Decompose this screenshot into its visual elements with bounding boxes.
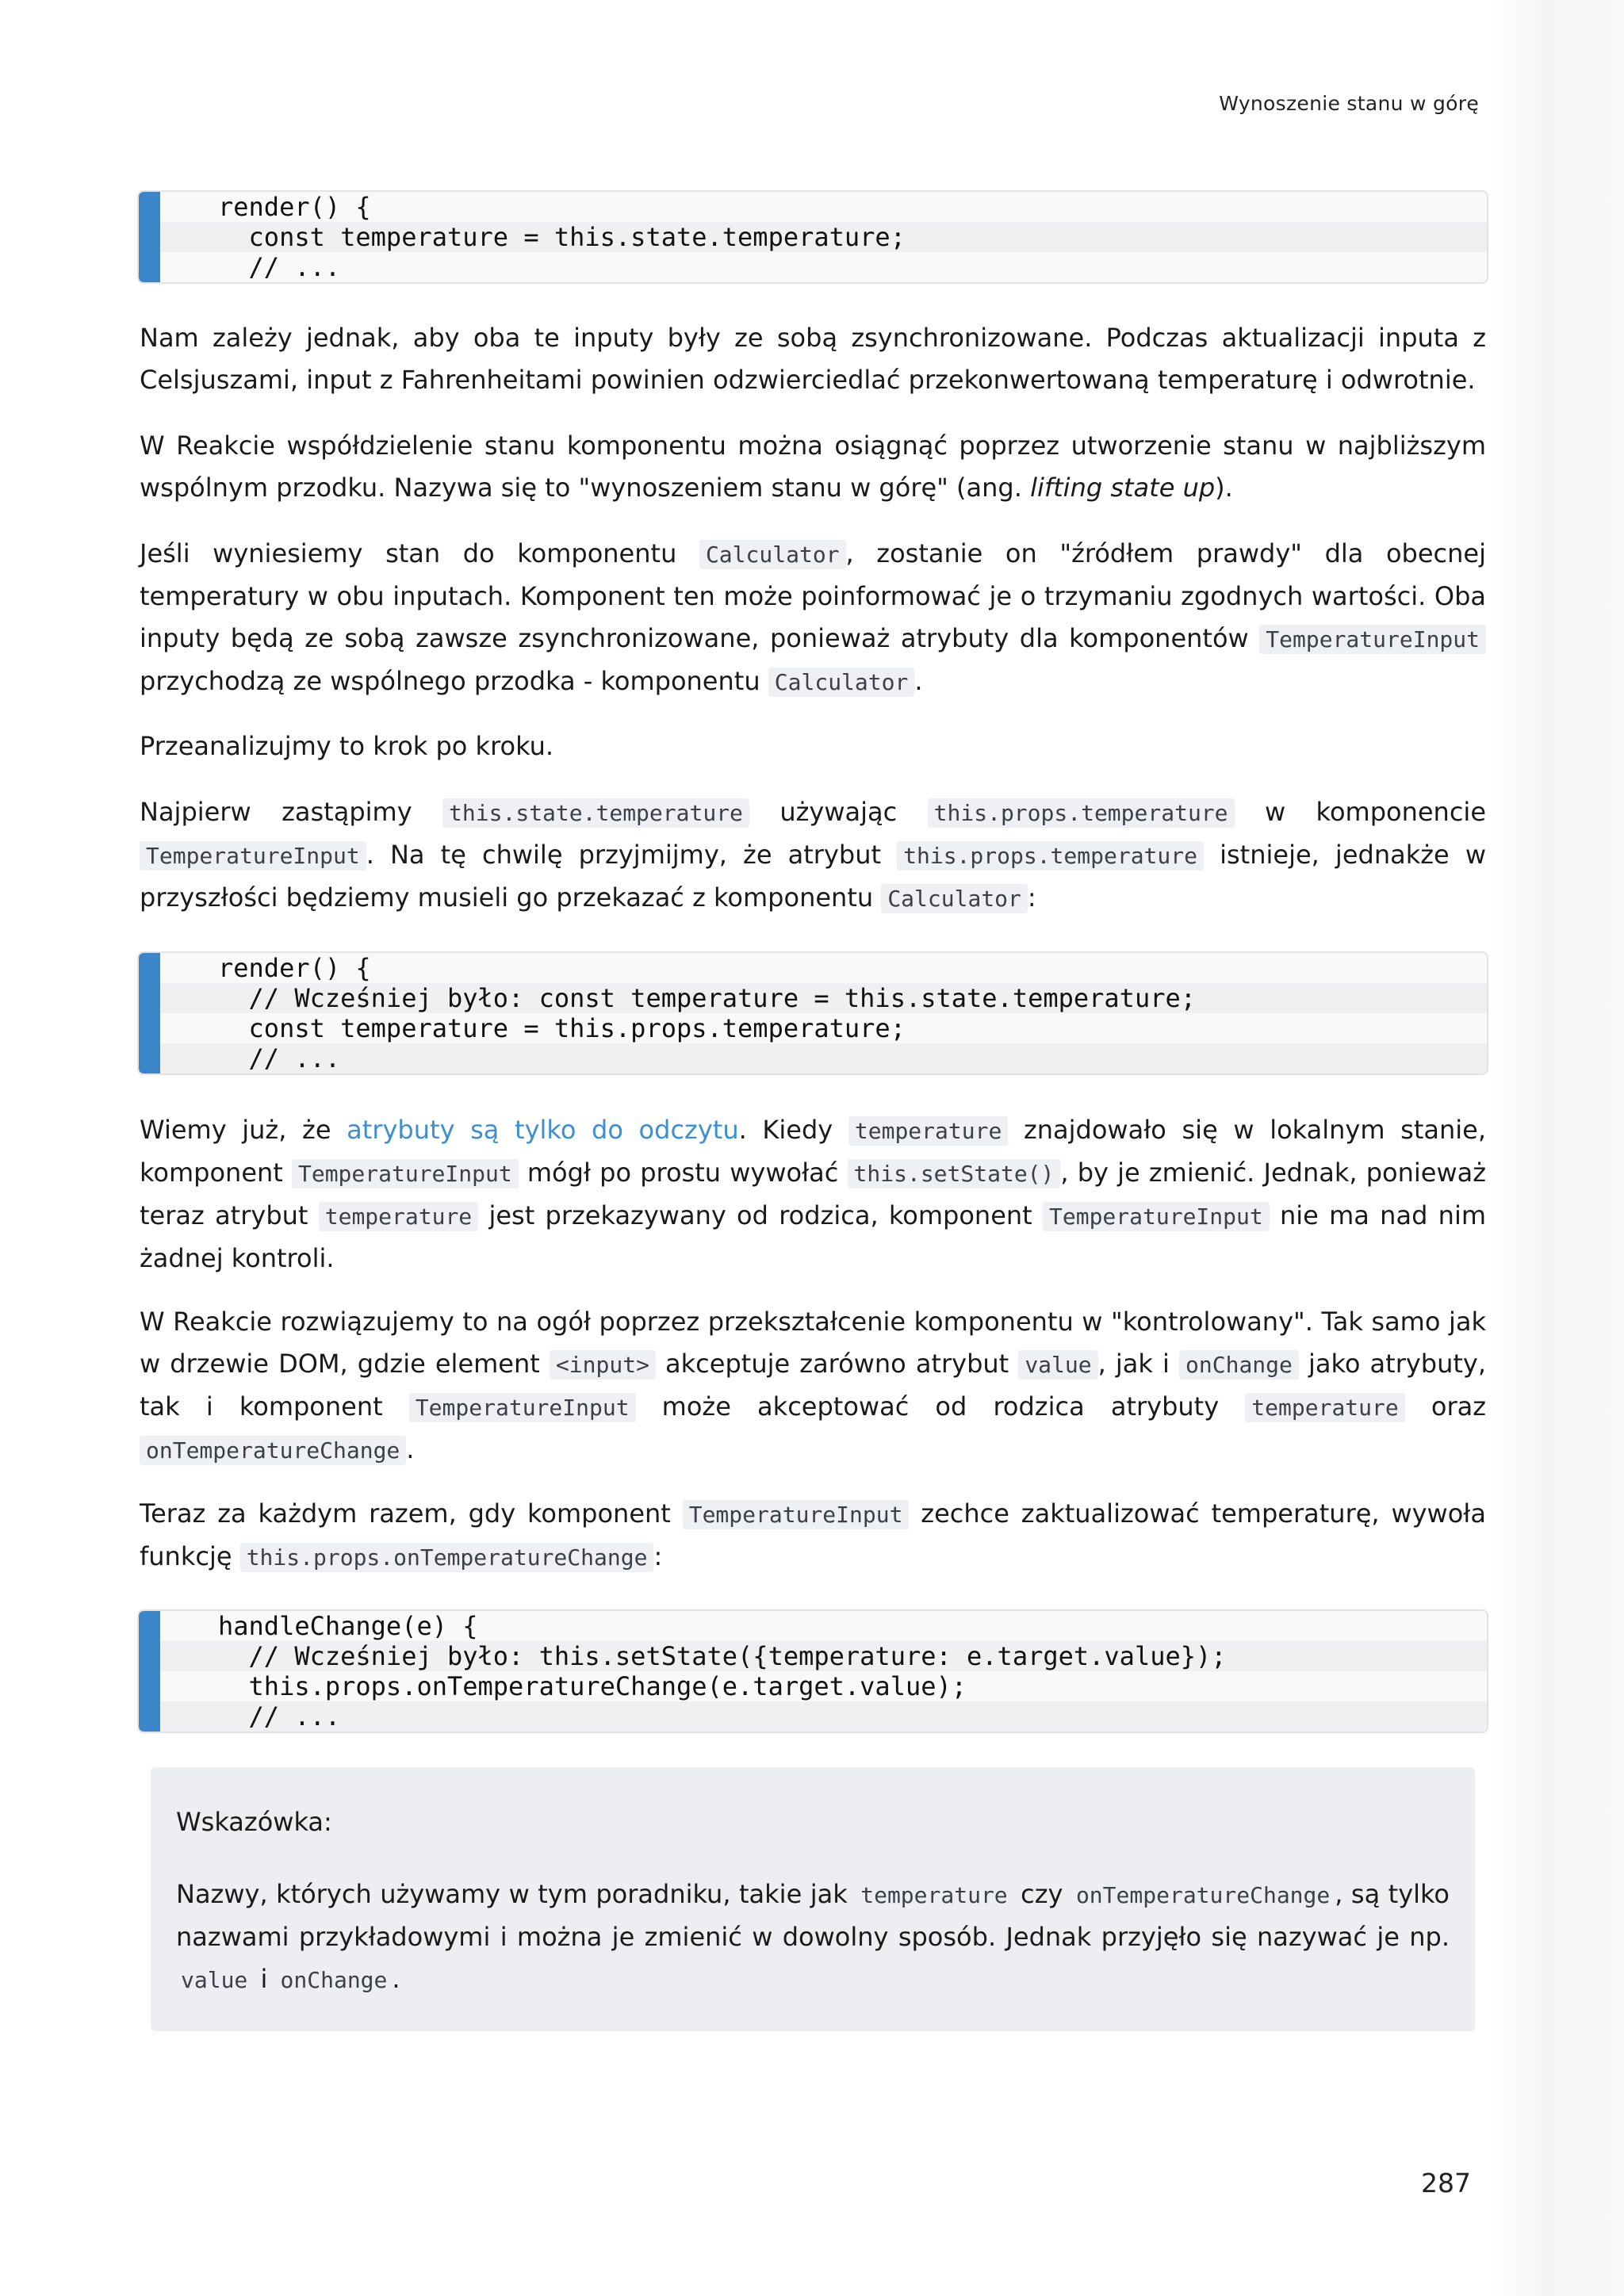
paragraph-text: W Reakcie współdzielenie stanu komponentu można osiągnąć poprzez utworzenie stanu w najbliższym wspólnym przodku. Nazywa się to "wynoszeniem stanu w górę" (ang. [140, 430, 1486, 503]
paragraph-text: przychodzą ze wspólnego przodka - komponentu [140, 666, 768, 696]
inline-code: onChange [280, 1967, 388, 1993]
inline-code: temperature [860, 1882, 1008, 1908]
paragraph-text: . Na tę chwilę przyjmijmy, że atrybut [366, 840, 898, 870]
paragraph-text: jako atrybuty, tak i komponent [140, 1349, 1487, 1422]
inline-code: temperature [1245, 1393, 1404, 1422]
paragraph-text: akceptuje zarówno atrybut [655, 1349, 1019, 1379]
inline-code: TemperatureInput [683, 1500, 910, 1529]
paragraph-text: : [1027, 882, 1036, 913]
inline-code: <input> [550, 1350, 656, 1380]
paragraph [140, 425, 1486, 509]
paragraph-text: Nam zależy jednak, aby oba te inputy były ze sobą zsynchronizowane. Podczas aktualizacji inputa z Celsjuszami, input z Fahrenheitami powinien odzwierciedlać przekonwertowaną temperaturę i odwrotnie. [140, 323, 1486, 395]
inline-code: temperature [319, 1202, 478, 1231]
paragraph-text: Najpierw zastąpimy [140, 797, 443, 827]
inline-code: this.props.temperature [897, 841, 1204, 871]
paragraph-text: i [252, 1964, 276, 1994]
inline-code: this.props.temperature [928, 798, 1235, 828]
paragraph-text: , zostanie on "źródłem prawdy" dla obecnej temperatury w obu inputach. Komponent ten może poinformować je o trzymaniu zgodnych wartości. Oba inputy będą ze sobą zawsze zsynchronizowane, ponieważ atrybuty dla komponentów [140, 538, 1487, 653]
paragraph-text: nie ma nad nim żadnej kontroli. [140, 1200, 1486, 1273]
code-line: render() { [218, 953, 371, 983]
inline-code: onChange [1179, 1350, 1299, 1380]
tip-text [176, 1873, 1450, 2001]
code-block [137, 951, 1488, 1075]
code-block [137, 190, 1488, 284]
paragraph [140, 317, 1486, 401]
paragraph [140, 533, 1486, 703]
paragraph-text: w komponencie [1234, 797, 1486, 827]
paragraph-text: , by je zmienić. Jednak, ponieważ teraz atrybut [140, 1158, 1487, 1230]
paragraph-text: Jeśli wyniesiemy stan do komponentu [140, 538, 699, 568]
paragraph [140, 791, 1486, 920]
paragraph-text: używając [749, 797, 928, 827]
inline-code: temperature [848, 1116, 1008, 1146]
code-line: // Wcześniej było: const temperature = this.state.temperature; [160, 983, 1487, 1013]
inline-code: this.setState() [848, 1159, 1061, 1188]
code-block [137, 1609, 1488, 1733]
code-line: // ... [160, 1701, 1487, 1732]
code-line: const temperature = this.state.temperature; [160, 222, 1487, 252]
paragraph-text: : [653, 1541, 663, 1571]
running-header: Wynoszenie stanu w górę [1219, 92, 1479, 115]
inline-code: this.state.temperature [442, 798, 749, 828]
paragraph-text: Nazwy, których używamy w tym poradniku, takie jak [176, 1879, 856, 1909]
code-line: // ... [160, 1043, 1487, 1073]
paragraph-text: czy [1012, 1879, 1071, 1909]
inline-code: Calculator [881, 884, 1028, 913]
inline-code: value [181, 1967, 248, 1993]
inline-code: TemperatureInput [140, 841, 366, 871]
paragraph-text: Przeanalizujmy to krok po kroku. [140, 731, 554, 761]
paragraph-text: , są tylko nazwami przykładowymi i można je zmienić w dowolny sposób. Jednak przyjęło się nazywać je np. [176, 1879, 1450, 1952]
paragraph [140, 1109, 1486, 1280]
code-line: // Wcześniej było: this.setState({temperature: e.target.value}); [160, 1641, 1487, 1671]
tip-title: Wskazówka: [176, 1807, 332, 1837]
inline-code: onTemperatureChange [140, 1436, 406, 1465]
paragraph-text: ). [1215, 473, 1233, 503]
paragraph-text: mógł po prostu wywołać [518, 1158, 848, 1188]
page-edge-shade [1491, 0, 1624, 2296]
paragraph-text: może akceptować od rodzica atrybuty [635, 1391, 1246, 1422]
paragraph-text: zechce zaktualizować temperaturę, wywoła funkcję [140, 1498, 1487, 1571]
paragraph-text: . Kiedy [738, 1115, 848, 1145]
paragraph-text: Wiemy już, że [140, 1115, 347, 1145]
inline-code: onTemperatureChange [1075, 1882, 1331, 1908]
paragraph [140, 725, 1486, 767]
code-line: handleChange(e) { [218, 1611, 478, 1641]
paragraph [140, 1301, 1486, 1471]
inline-code: Calculator [699, 540, 846, 569]
code-line: render() { [218, 192, 371, 222]
paragraph [140, 1493, 1486, 1578]
inline-code: TemperatureInput [409, 1393, 636, 1422]
read-only-props-link[interactable]: atrybuty są tylko do odczytu [347, 1115, 739, 1145]
paragraph-text: . [392, 1964, 400, 1994]
paragraph-text: znajdowało się w lokalnym stanie, komponent [140, 1115, 1487, 1188]
paragraph-text: . [406, 1434, 415, 1464]
code-line: const temperature = this.props.temperature; [218, 1013, 906, 1043]
paragraph-text: , jak i [1097, 1349, 1180, 1379]
emphasis-text: lifting state up [1030, 473, 1216, 503]
inline-code: TemperatureInput [1259, 625, 1486, 654]
paragraph-text: jest przekazywany od rodzica, komponent [478, 1200, 1043, 1230]
paragraph-text: Teraz za każdym razem, gdy komponent [140, 1498, 683, 1529]
inline-code: TemperatureInput [1043, 1202, 1270, 1231]
code-line: // ... [218, 252, 341, 282]
inline-code: value [1018, 1350, 1097, 1380]
inline-code: TemperatureInput [292, 1159, 519, 1188]
paragraph-text: W Reakcie rozwiązujemy to na ogół poprzez przekształcenie komponentu w "kontrolowany". Tak samo jak w drzewie DOM, gdzie element [140, 1307, 1486, 1379]
inline-code: Calculator [768, 668, 915, 697]
code-line: this.props.onTemperatureChange(e.target.value); [218, 1671, 967, 1701]
page-number: 287 [1421, 2168, 1471, 2198]
inline-code: this.props.onTemperatureChange [240, 1543, 654, 1572]
paragraph-text: oraz [1404, 1391, 1487, 1422]
paragraph-text: . [914, 666, 923, 696]
paragraph-text: istnieje, jednakże w przyszłości będziemy musieli go przekazać z komponentu [140, 840, 1487, 913]
